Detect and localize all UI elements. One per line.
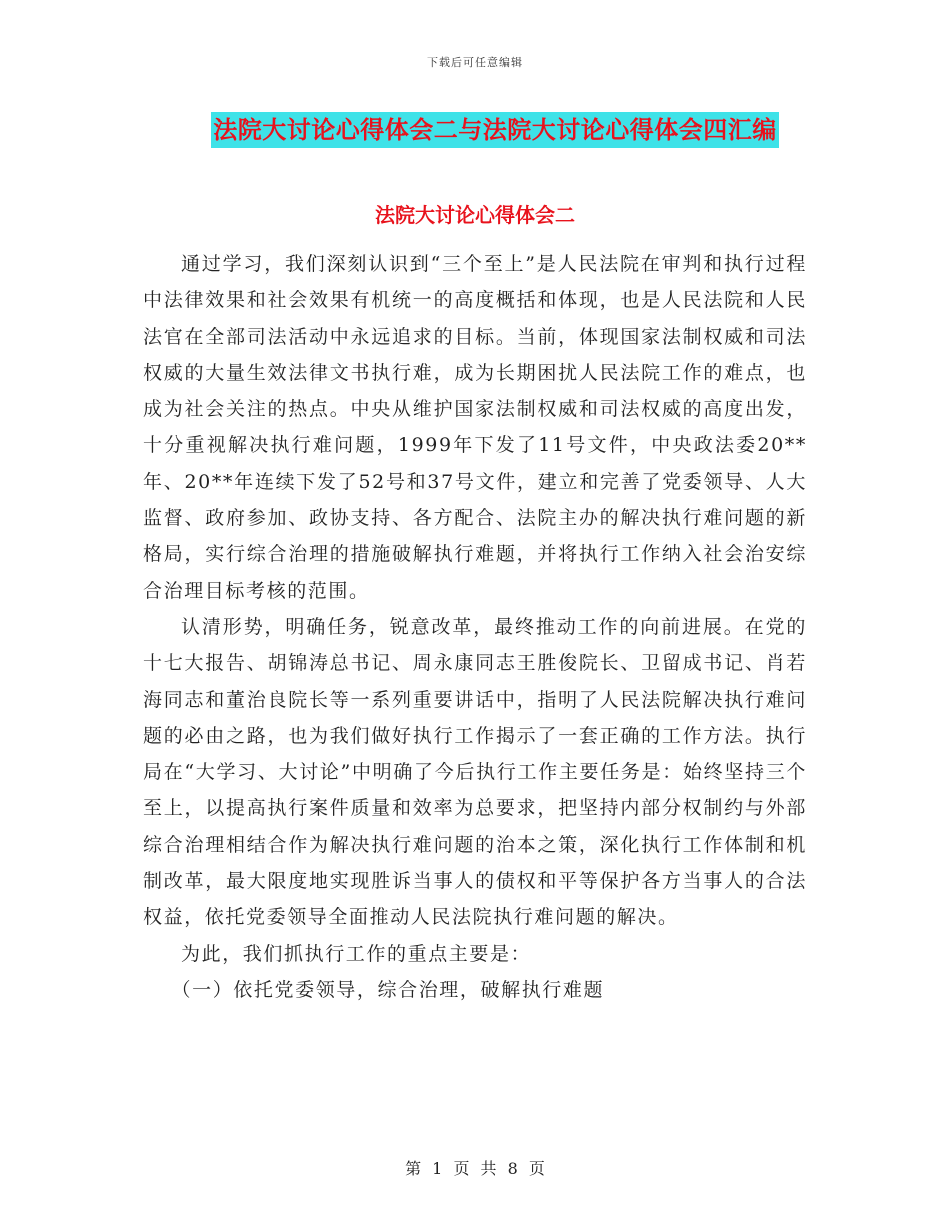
body-text [143,246,807,1008]
list-heading-1: （一）依托党委领导，综合治理，破解执行难题 [171,978,605,1001]
main-title-container [0,112,950,148]
paragraph-1: 通过学习，我们深刻认识到“三个至上”是人民法院在审判和执行过程中法律效果和社会效果有机统一的高度概括和体现，也是人民法院和人民法官在全部司法活动中永远追求的目标。当前，体现国家法制权威和司法权威的大量生效法律文书执行难，成为长期困扰人民法院工作的难点，也成为社会关注的热点。中央从维护国家法制权威和司法权威的高度出发，十分重视解决执行难问题，1999年下发了11号文件，中央政法委20**年、20**年连续下发了52号和37号文件，建立和完善了党委领导、人大监督、政府参加、政协支持、各方配合、法院主办的解决执行难问题的新格局，实行综合治理的措施破解执行难题，并将执行工作纳入社会治安综合治理目标考核的范围。 [143,253,807,602]
header-note: 下载后可任意编辑 [427,56,523,69]
main-title: 法院大讨论心得体会二与法院大讨论心得体会四汇编 [211,112,779,148]
paragraph-3: 为此，我们抓执行工作的重点主要是： [181,942,532,965]
section-title: 法院大讨论心得体会二 [375,203,575,227]
paragraph-2: 认清形势，明确任务，锐意改革，最终推动工作的向前进展。在党的十七大报告、胡锦涛总书记、周永康同志王胜俊院长、卫留成书记、肖若海同志和董治良院长等一系列重要讲话中，指明了人民法院解决执行难问题的必由之路，也为我们做好执行工作揭示了一套正确的工作方法。执行局在“大学习、大讨论”中明确了今后执行工作主要任务是：始终坚持三个至上，以提高执行案件质量和效率为总要求，把坚持内部分权制约与外部综合治理相结合作为解决执行难问题的治本之策，深化执行工作体制和机制改革，最大限度地实现胜诉当事人的债权和平等保护各方当事人的合法权益，依托党委领导全面推动人民法院执行难问题的解决。 [143,615,807,929]
page-number: 第 1 页 共 8 页 [405,1159,545,1178]
